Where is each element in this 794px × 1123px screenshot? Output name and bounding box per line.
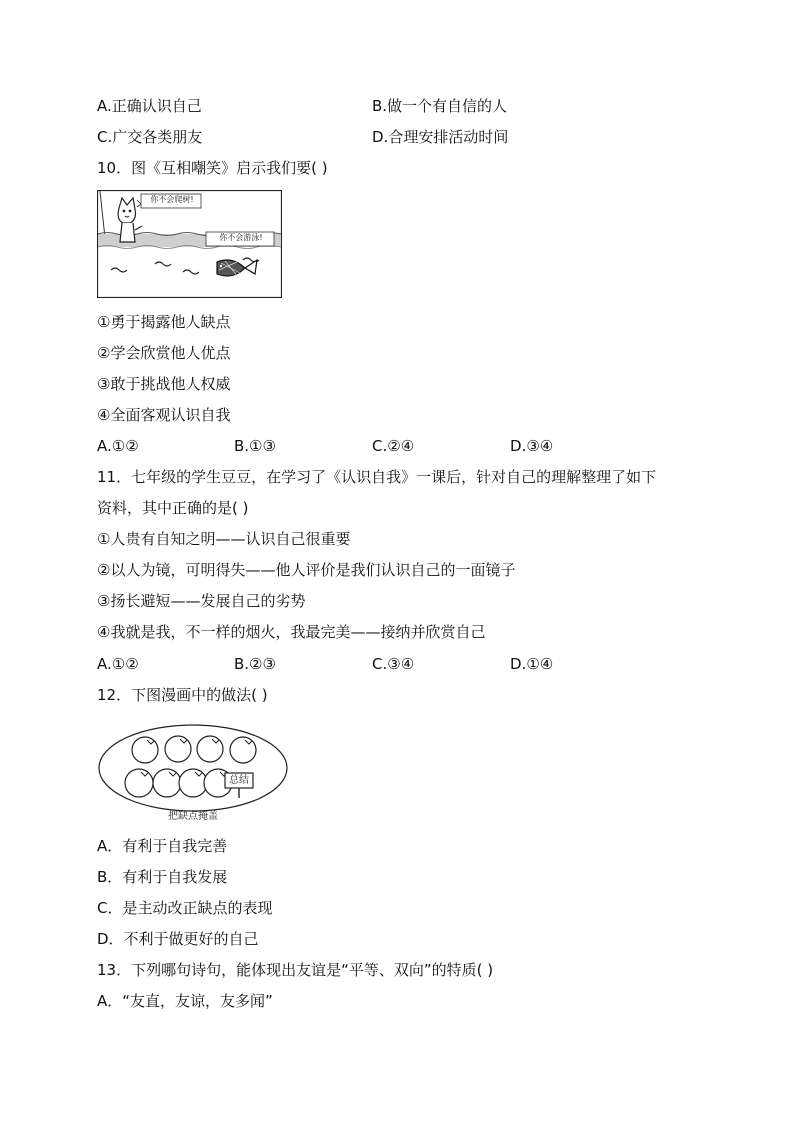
q10-stem: 10．图《互相嘲笑》启示我们要( ): [97, 159, 328, 177]
q10-item-3: ③敢于挑战他人权威: [97, 375, 231, 393]
q12-cartoon: [97, 720, 289, 826]
q12-stem: 12．下图漫画中的做法( ): [97, 686, 268, 704]
q10-item-4: ④全面客观认识自我: [97, 406, 231, 424]
q11-item-2: ②以人为镜，可明得失——他人评价是我们认识自己的一面镜子: [97, 561, 516, 579]
q11-option-b: B.②③: [234, 655, 276, 673]
q13-option-a: A．“友直，友谅，友多闻”: [97, 992, 273, 1010]
summary-sign-text: 总结: [229, 775, 249, 786]
q11-option-a: A.①②: [97, 655, 139, 673]
q10-option-a: A.①②: [97, 437, 139, 455]
q12-option-d: D．不利于做更好的自己: [97, 930, 259, 948]
q11-stem-line-2: 资料，其中正确的是( ): [97, 499, 249, 517]
q11-item-3: ③扬长避短——发展自己的劣势: [97, 592, 306, 610]
q9-option-d: D.合理安排活动时间: [372, 128, 509, 146]
q11-item-1: ①人贵有自知之明——认识自己很重要: [97, 530, 351, 548]
q11-option-d: D.①④: [510, 655, 554, 673]
cat-speech-text: 你不会爬树!: [150, 195, 194, 204]
q12-option-c: C．是主动改正缺点的表现: [97, 899, 273, 917]
q10-item-2: ②学会欣赏他人优点: [97, 344, 231, 362]
fish-speech-text: 你不会游泳!: [219, 233, 263, 242]
q11-option-c: C.③④: [372, 655, 415, 673]
q12-option-b: B．有利于自我发展: [97, 868, 228, 886]
q10-option-d: D.③④: [510, 437, 554, 455]
q11-stem-line-1: 11．七年级的学生豆豆，在学习了《认识自我》一课后，针对自己的理解整理了如下: [97, 468, 657, 486]
q10-cartoon: [97, 190, 282, 298]
q13-stem: 13．下列哪句诗句，能体现出友谊是“平等、双向”的特质( ): [97, 961, 494, 979]
q10-option-b: B.①③: [234, 437, 276, 455]
q12-option-a: A．有利于自我完善: [97, 837, 228, 855]
q10-item-1: ①勇于揭露他人缺点: [97, 313, 231, 331]
q9-option-a: A.正确认识自己: [97, 97, 202, 115]
q9-option-c: C.广交各类朋友: [97, 128, 203, 146]
q10-option-c: C.②④: [372, 437, 415, 455]
q9-option-b: B.做一个有自信的人: [372, 97, 508, 115]
q11-item-4: ④我就是我，不一样的烟火，我最完美——接纳并欣赏自己: [97, 623, 486, 641]
q12-figure-caption: 把缺点掩盖: [168, 811, 218, 822]
